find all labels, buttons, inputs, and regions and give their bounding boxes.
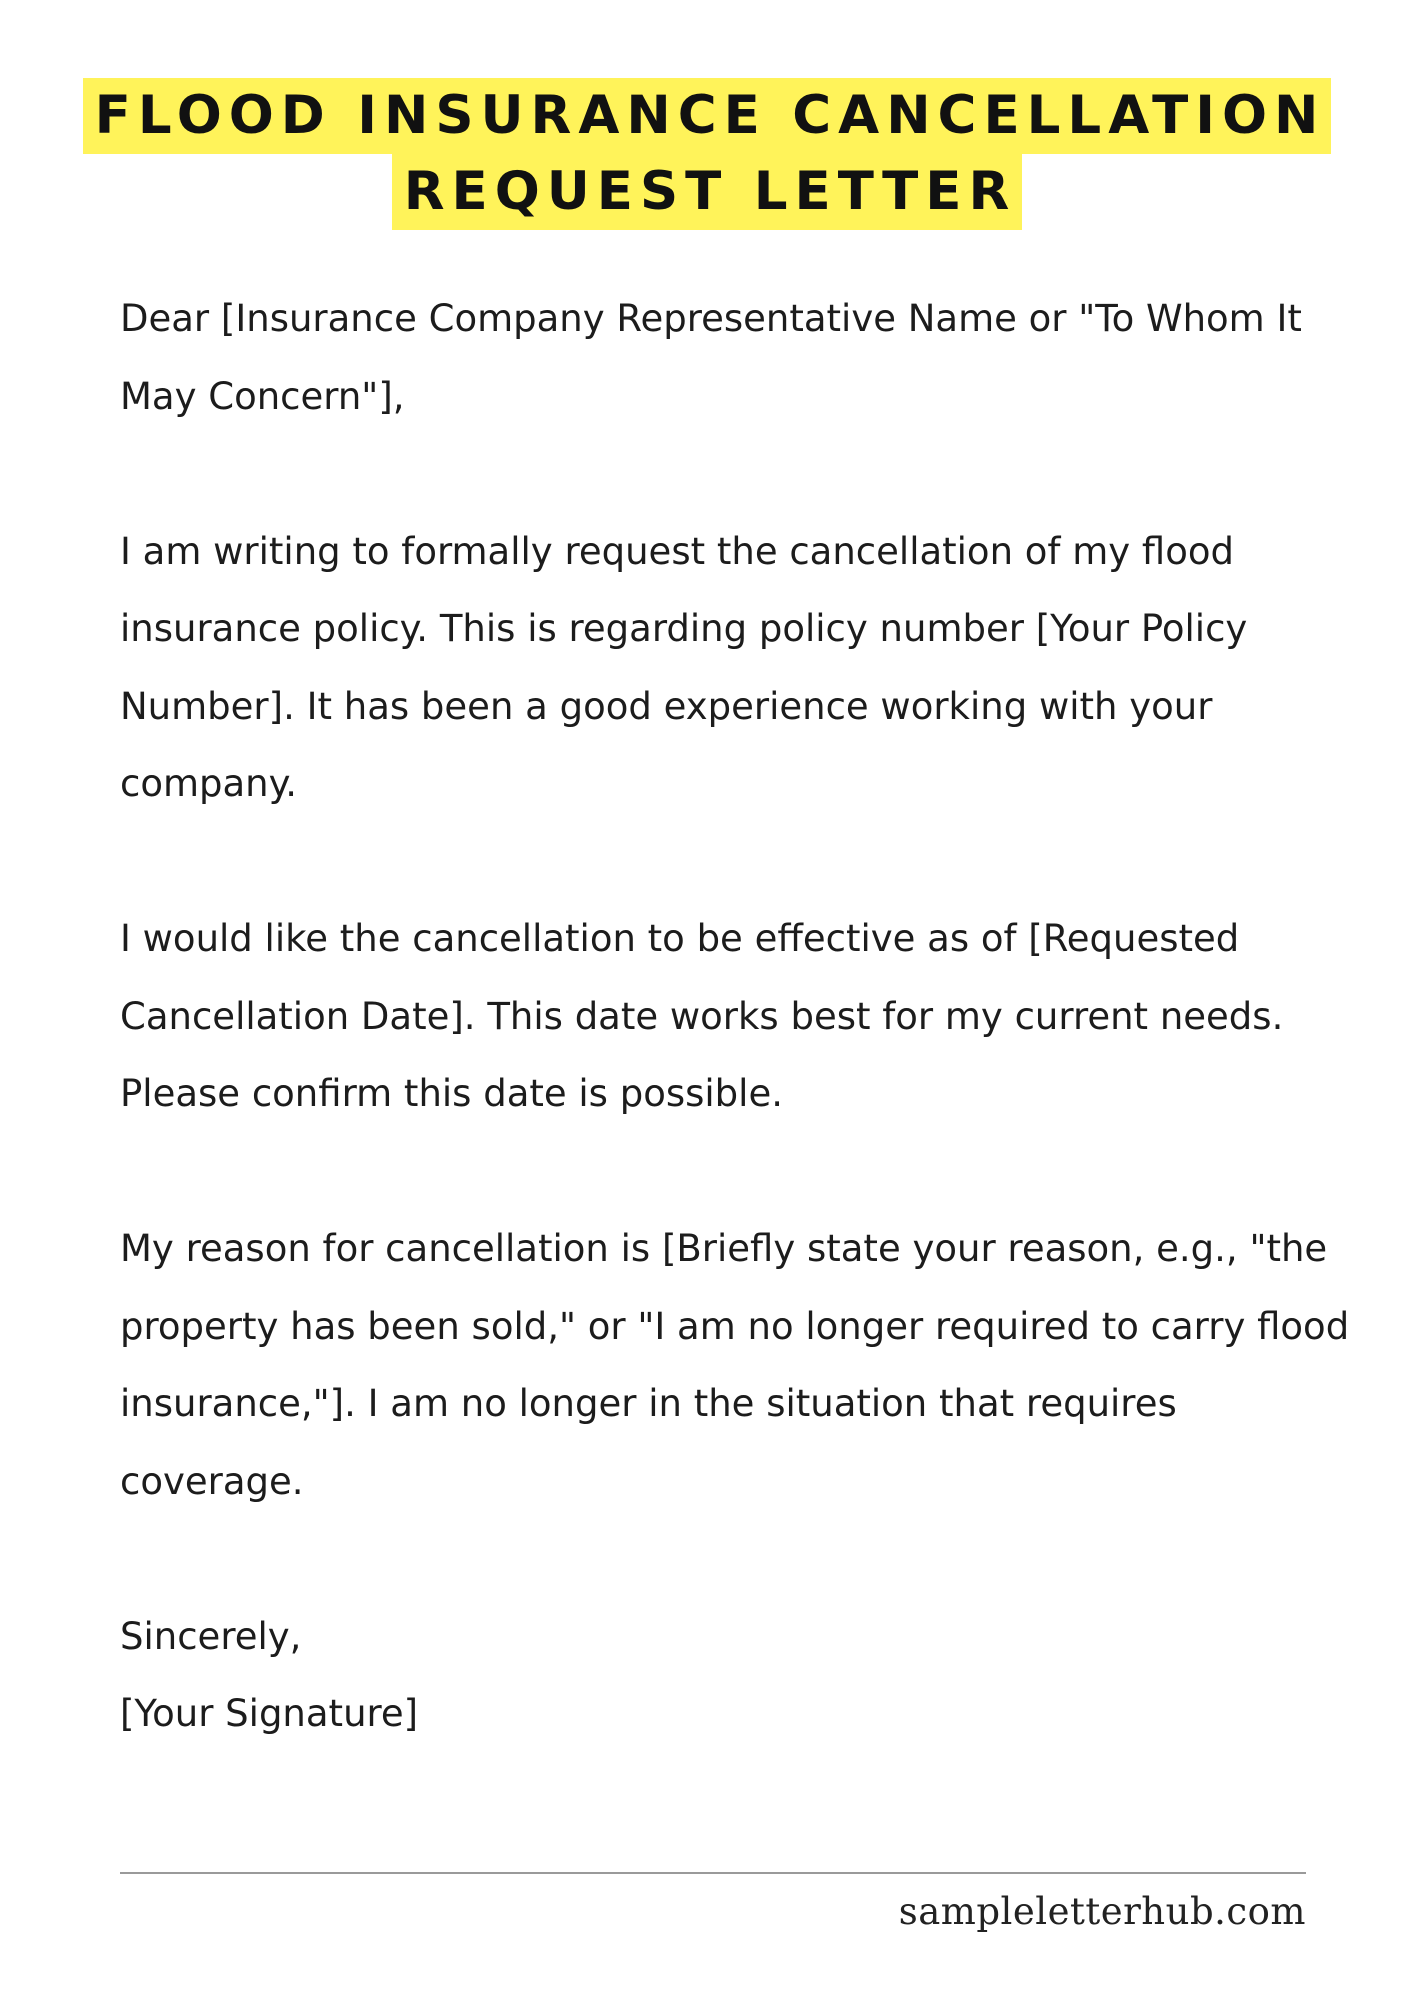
footer-divider xyxy=(120,1872,1306,1874)
title-line-2: REQUEST LETTER xyxy=(392,154,1023,230)
paragraph-request: I am writing to formally request the cancellation of my flood insurance policy. This is regarding policy number [Your Policy Number]. It has been a good experience working with your company. xyxy=(120,529,1248,805)
paragraph-reason: My reason for cancellation is [Briefly state your reason, e.g., "the property has been sold," or "I am no longer required to carry flood insurance,"]. I am no longer in the situation that requires coverage. xyxy=(120,1227,1350,1503)
title-line-1: FLOOD INSURANCE CANCELLATION xyxy=(83,78,1332,154)
paragraph-effective-date: I would like the cancellation to be effective as of [Requested Cancellation Date]. This date works best for my current needs. Please confirm this date is possible. xyxy=(120,917,1284,1115)
document-title xyxy=(0,78,1414,230)
salutation: Dear [Insurance Company Representative Name or "To Whom It May Concern"], xyxy=(120,297,1302,418)
signature-placeholder: [Your Signature] xyxy=(120,1692,419,1735)
letter-body xyxy=(120,280,1360,1753)
footer-website: sampleletterhub.com xyxy=(898,1890,1306,1933)
closing: Sincerely, xyxy=(120,1614,302,1658)
